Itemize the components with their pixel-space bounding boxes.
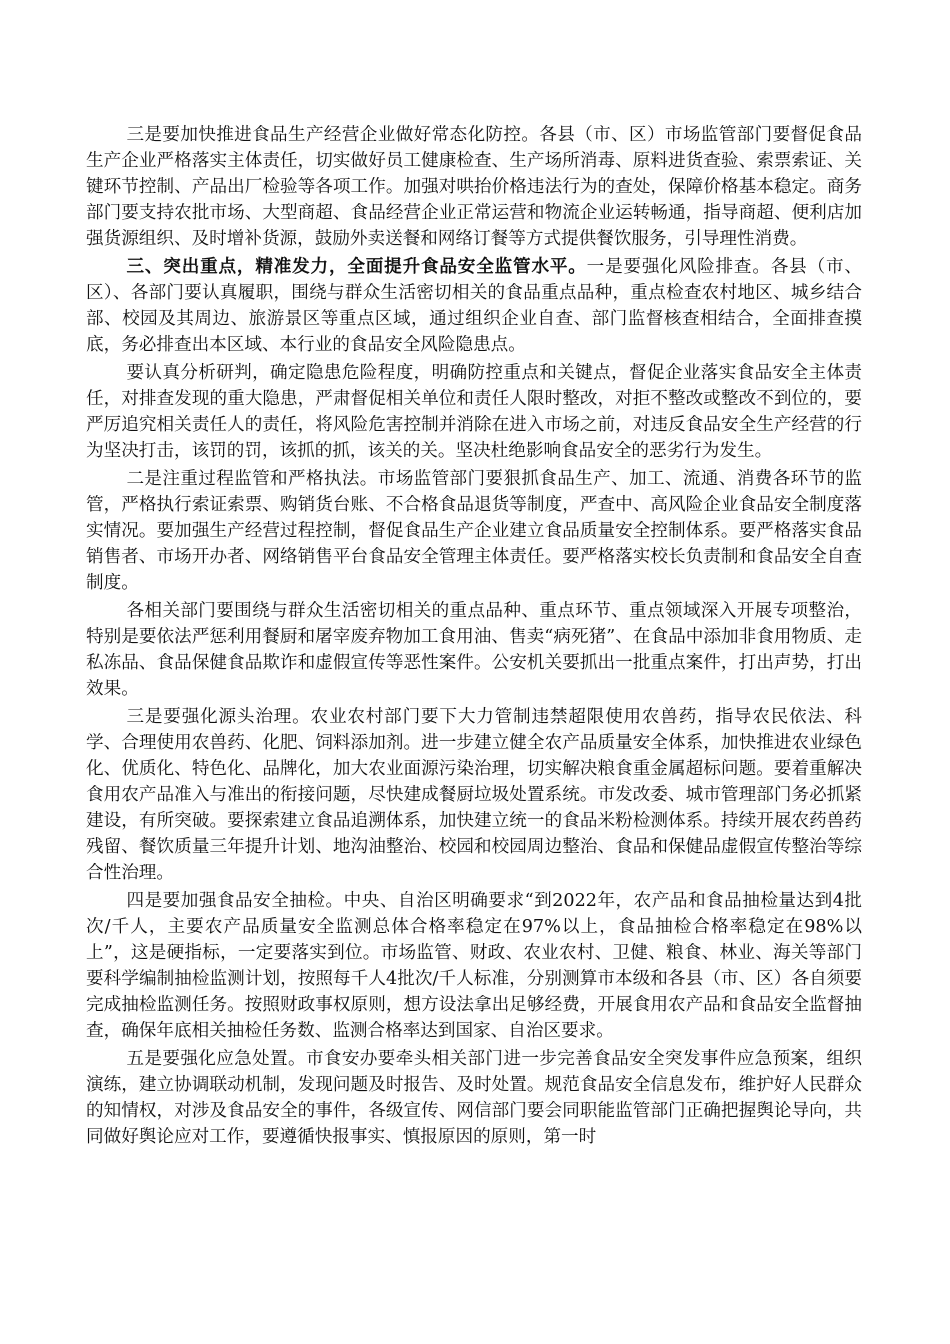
paragraph-7-text: 四是要加强食品安全抽检。中央、自治区明确要求“到2022年，农产品和食品抽检量达到4批次/千人，主要农产品质量安全监测总体合格率稳定在97%以上，食品抽检合格率稳定在98%以上”，这是硬指标，一定要落实到位。市场监管、财政、农业农村、卫健、粮食、林业、海关等部门要科学编制抽检监测计划，按照每千人4批次/千人标准，分别测算市本级和各县（市、区）各自须要完成抽检监测任务。按照财政事权原则，想方设法拿出足够经费，开展食用农产品和食品安全监督抽查，确保年底相关抽检任务数、监测合格率达到国家、自治区要求。 (86, 891, 862, 1041)
paragraph-6-text: 三是要强化源头治理。农业农村部门要下大力管制违禁超限使用农兽药，指导农民依法、科学、合理使用农兽药、化肥、饲料添加剂。进一步建立健全农产品质量安全体系，加快推进农业绿色化、优质化、特色化、品牌化，加大农业面源污染治理，切实解决粮食重金属超标问题。要着重解决食用农产品准入与准出的衔接问题，尽快建成餐厨垃圾处置系统。市发改委、城市管理部门务必抓紧建设，有所突破。要探索建立食品追溯体系，加快建立统一的食品米粉检测体系。持续开展农药兽药残留、餐饮质量三年提升计划、地沟油整治、校园和校园周边整治、食品和保健品虚假宣传整治等综合性治理。 (86, 707, 862, 883)
document-body (86, 122, 862, 1150)
paragraph-8-text: 五是要强化应急处置。市食安办要牵头相关部门进一步完善食品安全突发事件应急预案，组织演练，建立协调联动机制，发现问题及时报告、及时处置。规范食品安全信息发布，维护好人民群众的知情权，对涉及食品安全的事件，各级宣传、网信部门要会同职能监管部门正确把握舆论导向，共同做好舆论应对工作，要遵循快报事实、慎报原因的原则，第一时 (86, 1049, 862, 1147)
paragraph-7 (86, 888, 862, 1044)
paragraph-3 (86, 360, 862, 464)
paragraph-3-text: 要认真分析研判，确定隐患危险程度，明确防控重点和关键点，督促企业落实食品安全主体责任，对排查发现的重大隐患，严肃督促相关单位和责任人限时整改，对拒不整改或整改不到位的，要严厉追究相关责任人的责任，将风险危害控制并消除在进入市场之前，对违反食品安全生产经营的行为坚决打击，该罚的罚，该抓的抓，该关的关。坚决杜绝影响食品安全的恶劣行为发生。 (86, 363, 862, 461)
paragraph-5 (86, 598, 862, 702)
paragraph-8 (86, 1046, 862, 1150)
paragraph-4 (86, 466, 862, 596)
paragraph-1-text: 三是要加快推进食品生产经营企业做好常态化防控。各县（市、区）市场监管部门要督促食品生产企业严格落实主体责任，切实做好员工健康检查、生产场所消毒、原料进货查验、索票索证、关键环节控制、产品出厂检验等各项工作。加强对哄抬价格违法行为的查处，保障价格基本稳定。商务部门要支持农批市场、大型商超、食品经营企业正常运营和物流企业运转畅通，指导商超、便利店加强货源组织、及时增补货源，鼓励外卖送餐和网络订餐等方式提供餐饮服务，引导理性消费。 (86, 125, 862, 249)
paragraph-2-text: 一是要强化风险排查。各县（市、区）、各部门要认真履职，围绕与群众生活密切相关的食品重点品种，重点检查农村地区、城乡结合部、校园及其周边、旅游景区等重点区域，通过组织企业自查、部门监督核查相结合，全面排查摸底，务必排查出本区域、本行业的食品安全风险隐患点。 (86, 257, 862, 355)
paragraph-5-text: 各相关部门要围绕与群众生活密切相关的重点品种、重点环节、重点领域深入开展专项整治，特别是要依法严惩利用餐厨和屠宰废弃物加工食用油、售卖“病死猪”、在食品中添加非食用物质、走私冻品、食品保健食品欺诈和虚假宣传等恶性案件。公安机关要抓出一批重点案件，打出声势，打出效果。 (86, 601, 862, 699)
paragraph-4-text: 二是注重过程监管和严格执法。市场监管部门要狠抓食品生产、加工、流通、消费各环节的监管，严格执行索证索票、购销货台账、不合格食品退货等制度，严查中、高风险企业食品安全制度落实情况。要加强生产经营过程控制，督促食品生产企业建立食品质量安全控制体系。要严格落实食品销售者、市场开办者、网络销售平台食品安全管理主体责任。要严格落实校长负责制和食品安全自查制度。 (86, 469, 862, 593)
section-heading: 三、突出重点，精准发力，全面提升食品安全监管水平。 (126, 256, 587, 277)
paragraph-2 (86, 254, 862, 358)
paragraph-1 (86, 122, 862, 252)
paragraph-6 (86, 704, 862, 886)
